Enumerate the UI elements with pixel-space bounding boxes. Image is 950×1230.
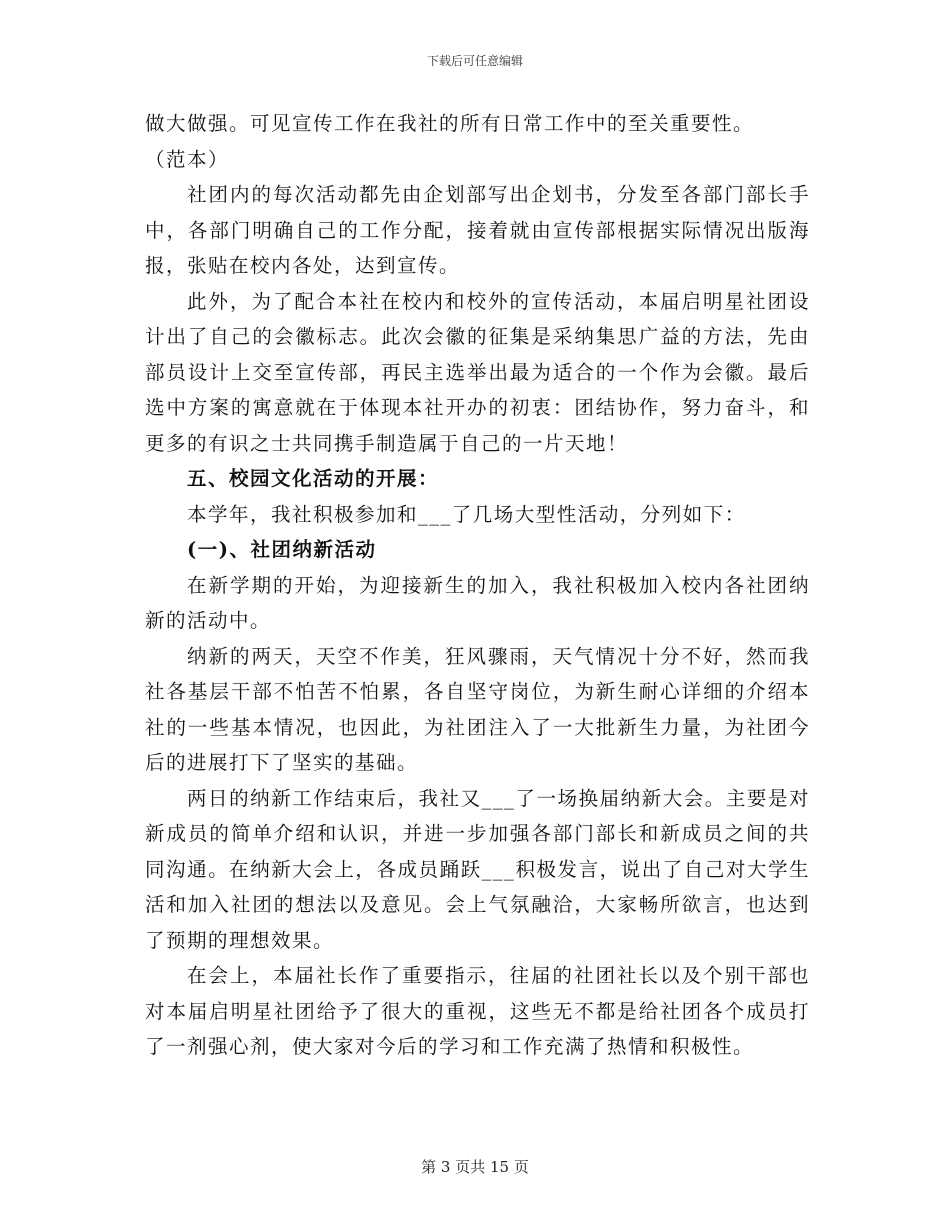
paragraph-template-note: （范本） <box>145 147 230 171</box>
paragraph-continuation: 做大做强。可见宣传工作在我社的所有日常工作中的至关重要性。 <box>145 112 755 135</box>
paragraph-president-remarks: 在会上，本届社长作了重要指示，往届的社团社长以及个别干部也对本届启明星社团给予了很大的重视，这些无不都是给社团各个成员打了一剂强心剂，使大家对今后的学习和工作充满了热情和积极性。 <box>145 964 810 1058</box>
section-heading-campus-culture: 五、校园文化活动的开展： <box>187 467 440 490</box>
paragraph-activities-intro: 本学年，我社积极参加和___了几场大型性活动，分列如下： <box>187 502 746 526</box>
document-body <box>145 106 810 1065</box>
page-number: 第 3 页共 15 页 <box>421 1158 529 1176</box>
paragraph-recruitment-start: 在新学期的开始，为迎接新生的加入，我社积极加入校内各社团纳新的活动中。 <box>145 573 810 632</box>
page-header-note: 下载后可任意编辑 <box>426 54 523 68</box>
paragraph-emblem-design: 此外，为了配合本社在校内和校外的宣传活动，本届启明星社团设计出了自己的会徽标志。此次会徽的征集是采纳集思广益的方法，先由部员设计上交至宣传部，再民主选举出最为适合的一个作为会徽。最后选中方案的寓意就在于体现本社开办的初衷：团结协作，努力奋斗，和更多的有识之士共同携手制造属于自己的一片天地！ <box>145 289 810 455</box>
paragraph-recruitment-weather: 纳新的两天，天空不作美，狂风骤雨，天气情况十分不好，然而我社各基层干部不怕苦不怕累，各自坚守岗位，为新生耐心详细的介绍本社的一些基本情况，也因此，为社团注入了一大批新生力量，为社团今后的进展打下了坚实的基础。 <box>145 644 810 774</box>
paragraph-recruitment-meeting: 两日的纳新工作结束后，我社又___了一场换届纳新大会。主要是对新成员的简单介绍和认识，并进一步加强各部门部长和新成员之间的共同沟通。在纳新大会上，各成员踊跃___积极发言，说出了自己对大学生活和加入社团的想法以及意见。会上气氛融洽，大家畅所欲言，也达到了预期的理想效果。 <box>145 786 810 952</box>
subsection-heading-recruitment: (一)、社团纳新活动 <box>187 538 377 561</box>
paragraph-planning-workflow: 社团内的每次活动都先由企划部写出企划书，分发至各部门部长手中，各部门明确自己的工作分配，接着就由宣传部根据实际情况出版海报，张贴在校内各处，达到宣传。 <box>145 183 810 277</box>
